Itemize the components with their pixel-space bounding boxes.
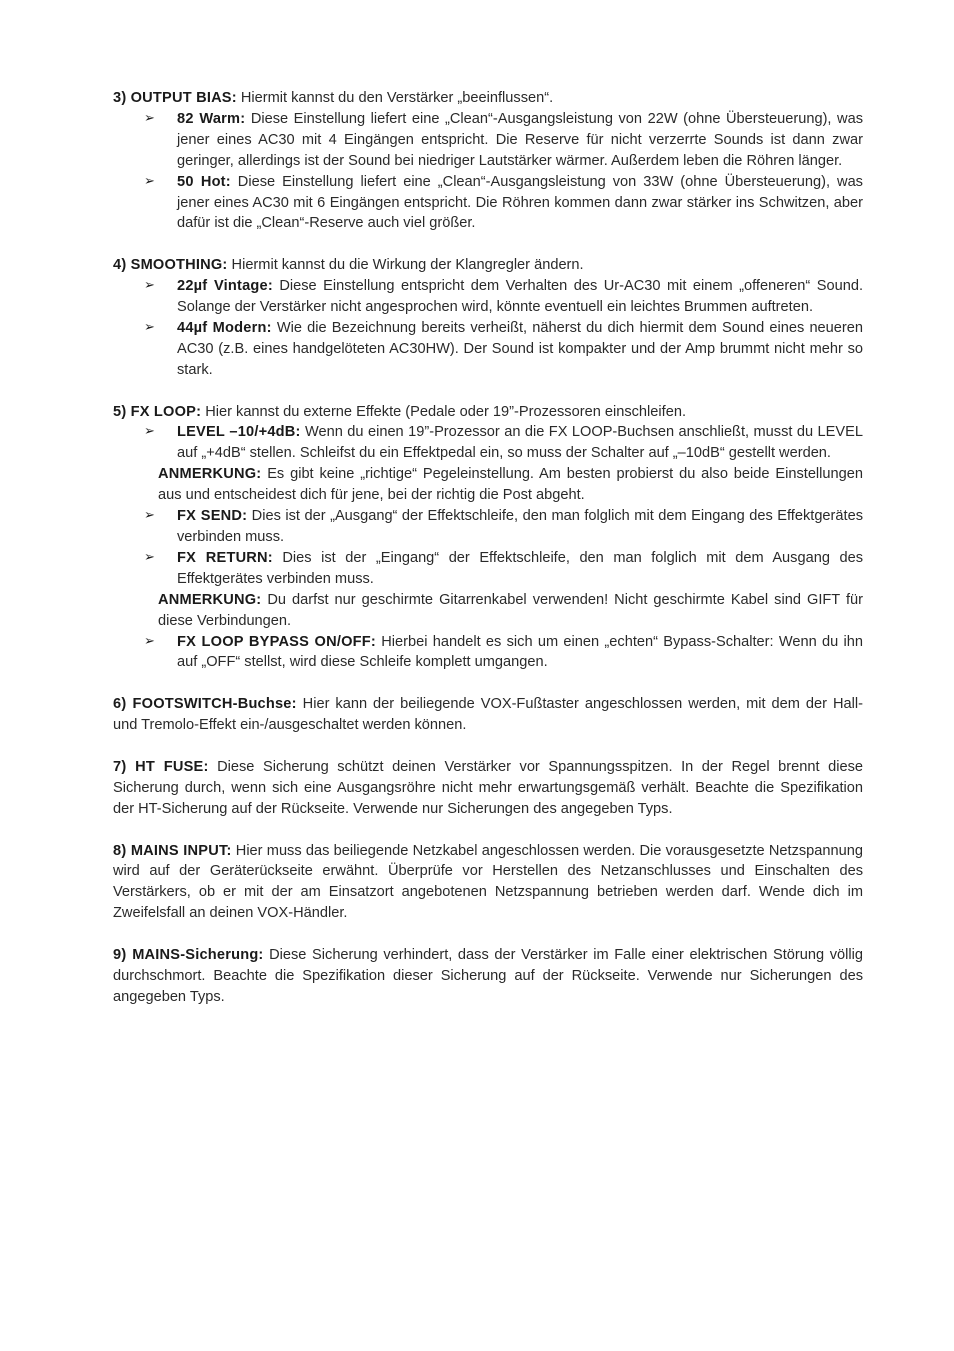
section-heading-line	[113, 402, 863, 423]
section-paragraph	[113, 694, 863, 736]
item-text: Wie die Bezeichnung bereits verheißt, näherst du dich hiermit dem Sound eines neueren AC30 (z.B. eines handgelöteten AC30HW). Der Sound ist kompakter und der Amp brummt nicht mehr so stark.	[177, 319, 864, 378]
section-paragraph	[113, 945, 863, 1008]
section-footswitch	[113, 694, 863, 736]
list-item	[113, 172, 863, 235]
section-heading: 8) MAINS INPUT:	[113, 842, 232, 859]
arrow-bullet-icon: ➢	[144, 173, 155, 189]
note-text: Es gibt keine „richtige“ Pegeleinstellung. Am besten probierst du also beide Einstellungen aus und entscheidest dich für jene, bei der richtig die Post abgeht.	[158, 466, 863, 504]
section-heading: 3) OUTPUT BIAS:	[113, 90, 237, 106]
note-label: ANMERKUNG:	[158, 466, 262, 483]
item-text: Dies ist der „Ausgang“ der Effektschleife, den man folglich mit dem Eingang des Effektgerätes verbinden muss.	[177, 508, 863, 545]
note-paragraph	[113, 464, 863, 506]
manual-page	[113, 88, 863, 1029]
item-text: Diese Einstellung liefert eine „Clean“-Ausgangsleistung von 22W (ohne Übersteuerung), was jener eines AC30 mit 4 Eingängen entspricht. Die Reserve für nicht verzerrte Sounds ist dann zwar geringer, allerdings ist der Sound bei niedriger Lautstärker wärmer. Außerdem leben die Röhren länger.	[177, 110, 863, 169]
section-text: Hier muss das beiliegende Netzkabel angeschlossen werden. Die vorausgesetzte Netzspannung wird auf der Geräterückseite erwähnt. Überprüfe vor Herstellen des Netzanschlusses und Einschalten des Verstärkers, ob er mit der am Einsatzort angebotenen Netzspannung betrieben werden darf. Wende dich im Zweifelsfall an deinen VOX-Händler.	[113, 842, 863, 922]
arrow-bullet-icon: ➢	[144, 508, 155, 524]
item-label: LEVEL –10/+4dB:	[177, 424, 301, 441]
item-text: Hierbei handelt es sich um einen „echten“ Bypass-Schalter: Wenn du ihn auf „OFF“ stellst, wird diese Schleife komplett umgangen.	[177, 633, 863, 671]
arrow-bullet-icon: ➢	[144, 110, 155, 126]
section-output-bias	[113, 88, 863, 234]
section-heading-line	[113, 255, 863, 276]
item-label: 44µf Modern:	[177, 319, 272, 336]
section-mains-input	[113, 841, 863, 925]
arrow-bullet-icon: ➢	[144, 278, 155, 294]
item-label: 50 Hot:	[177, 173, 231, 190]
section-intro: Hiermit kannst du den Verstärker „beeinflussen“.	[236, 90, 554, 106]
section-text: Diese Sicherung schützt deinen Verstärker vor Spannungsspitzen. In der Regel brennt diese Sicherung durch, wenn sich eine Ausgangsröhre nicht mehr erwartungsgemäß verhält. Beachte die Spezifikation der HT-Sicherung auf der Rückseite. Verwende nur Sicherungen des angegeben Typs.	[113, 758, 863, 817]
list-item	[113, 109, 863, 172]
section-heading: 4) SMOOTHING:	[113, 257, 228, 274]
item-label: FX LOOP BYPASS ON/OFF:	[177, 633, 376, 650]
list-item	[113, 506, 863, 548]
section-heading: 6) FOOTSWITCH-Buchse:	[113, 696, 297, 713]
item-text: Diese Einstellung entspricht dem Verhalten des Ur-AC30 mit einem „offeneren“ Sound. Solange der Verstärker nicht angesprochen wird, könnte eventuell ein leichtes Brummen auftreten.	[177, 278, 863, 316]
section-ht-fuse	[113, 757, 863, 820]
section-text: Diese Sicherung verhindert, dass der Verstärker im Falle einer elektrischen Störung völlig durchschmort. Beachte die Spezifikation dieser Sicherung auf der Rückseite. Verwende nur Sicherungen des angegeben Typs.	[113, 947, 863, 1005]
note-label: ANMERKUNG:	[158, 591, 262, 608]
arrow-bullet-icon: ➢	[144, 319, 155, 335]
item-text: Diese Einstellung liefert eine „Clean“-Ausgangsleistung von 33W (ohne Übersteuerung), was jener eines AC30 mit 6 Eingängen entspricht. Die Röhren kommen dann zwar stärker ins Schwitzen, aber dafür ist die „Clean“-Reserve auch viel größer.	[177, 173, 863, 232]
list-item	[113, 632, 863, 674]
section-heading: 7) HT FUSE:	[113, 758, 209, 775]
note-text: Du darfst nur geschirmte Gitarrenkabel verwenden! Nicht geschirmte Kabel sind GIFT für diese Verbindungen.	[158, 591, 863, 629]
section-heading: 9) MAINS-Sicherung:	[113, 947, 264, 964]
list-item	[113, 422, 863, 464]
section-mains-fuse	[113, 945, 863, 1008]
list-item	[113, 548, 863, 590]
section-fx-loop	[113, 402, 863, 674]
note-paragraph	[113, 590, 863, 632]
item-text: Dies ist der „Eingang“ der Effektschleife, den man folglich mit dem Ausgang des Effektgerätes verbinden muss.	[177, 549, 864, 587]
item-label: FX SEND:	[177, 508, 248, 525]
list-item	[113, 276, 863, 318]
section-paragraph	[113, 757, 863, 820]
section-heading: 5) FX LOOP:	[113, 403, 202, 420]
arrow-bullet-icon: ➢	[144, 633, 155, 649]
section-heading-line	[113, 88, 863, 109]
item-label: 82 Warm:	[177, 110, 246, 127]
item-text: Wenn du einen 19”-Prozessor an die FX LOOP-Buchsen anschließt, musst du LEVEL auf „+4dB“ stellen. Schleifst du ein Effektpedal ein, so muss der Schalter auf „–10dB“ gestellt werden.	[177, 424, 863, 462]
section-text: Hier kann der beiliegende VOX-Fußtaster angeschlossen werden, mit dem der Hall- und Tremolo-Effekt ein-/ausgeschaltet werden können.	[113, 696, 863, 734]
item-label: 22µf Vintage:	[177, 278, 273, 295]
section-paragraph	[113, 841, 863, 925]
arrow-bullet-icon: ➢	[144, 424, 155, 440]
arrow-bullet-icon: ➢	[144, 549, 155, 565]
item-label: FX RETURN:	[177, 549, 273, 566]
section-smoothing	[113, 255, 863, 380]
list-item	[113, 318, 863, 381]
section-intro: Hiermit kannst du die Wirkung der Klangregler ändern.	[227, 257, 584, 274]
section-intro: Hier kannst du externe Effekte (Pedale oder 19”-Prozessoren einschleifen.	[201, 403, 686, 420]
